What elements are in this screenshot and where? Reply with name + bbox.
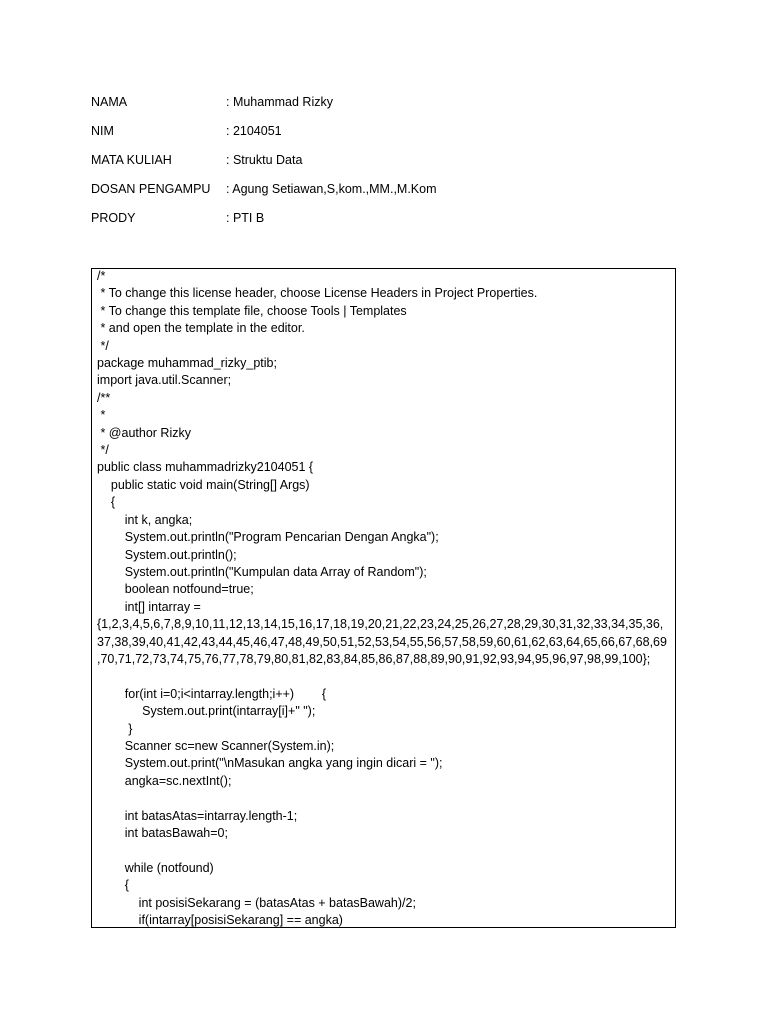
code-line: if(intarray[posisiSekarang] == angka) (97, 913, 343, 928)
code-line: System.out.print(intarray[i]+" "); (97, 704, 316, 719)
code-line: * and open the template in the editor. (97, 321, 305, 336)
code-line: package muhammad_rizky_ptib; (97, 356, 277, 371)
code-listing (92, 268, 675, 928)
code-line: ,70,71,72,73,74,75,76,77,78,79,80,81,82,83,84,85,86,87,88,89,90,91,92,93,94,95,96,97,98,99,100}; (97, 651, 651, 666)
code-line: {1,2,3,4,5,6,7,8,9,10,11,12,13,14,15,16,17,18,19,20,21,22,23,24,25,26,27,28,29,30,31,32,33,34,35,36, (97, 617, 664, 632)
code-line: int batasAtas=intarray.length-1; (97, 808, 298, 823)
code-line: { (97, 878, 129, 893)
code-line: /** (97, 390, 111, 405)
code-line (97, 668, 675, 685)
code-line: int posisiSekarang = (batasAtas + batasBawah)/2; (97, 895, 416, 910)
code-line: public class muhammadrizky2104051 { (97, 460, 314, 475)
code-line: int batasBawah=0; (97, 826, 228, 840)
code-line: * To change this license header, choose License Headers in Project Properties. (97, 286, 538, 301)
code-line (97, 790, 675, 807)
code-line (97, 842, 675, 859)
code-line: boolean notfound=true; (97, 582, 254, 597)
code-line: int k, angka; (97, 512, 193, 527)
code-line: */ (97, 443, 109, 458)
code-line: * To change this template file, choose Tools | Templates (97, 303, 407, 318)
code-line: System.out.println(); (97, 547, 237, 562)
info-label: MATA KULIAH (91, 153, 172, 167)
code-box (91, 268, 676, 928)
info-label: NIM (91, 124, 114, 138)
code-line: * @author Rizky (97, 425, 191, 440)
code-line: System.out.println("Kumpulan data Array of Random"); (97, 564, 427, 579)
code-line: Scanner sc=new Scanner(System.in); (97, 738, 335, 753)
code-line: angka=sc.nextInt(); (97, 773, 232, 788)
code-line: System.out.print("\nMasukan angka yang ingin dicari = "); (97, 756, 443, 771)
info-value: : 2104051 (226, 124, 282, 138)
code-line: } (97, 721, 133, 736)
code-line: public static void main(String[] Args) (97, 477, 310, 492)
code-line: while (notfound) (97, 860, 214, 875)
info-label: NAMA (91, 95, 128, 109)
code-line: { (97, 495, 116, 510)
info-label: DOSAN PENGAMPU (91, 182, 211, 196)
info-value: : Agung Setiawan,S,kom.,MM.,M.Kom (226, 182, 437, 196)
code-line: * (97, 408, 106, 423)
code-line: /* (97, 269, 106, 283)
info-value: : Struktu Data (226, 153, 303, 167)
code-line: int[] intarray = (97, 599, 201, 614)
info-value: : PTI B (226, 211, 265, 225)
code-line: */ (97, 338, 109, 353)
code-line: 37,38,39,40,41,42,43,44,45,46,47,48,49,50,51,52,53,54,55,56,57,58,59,60,61,62,63,64,65,66,67,68,69 (97, 634, 667, 649)
code-line: System.out.println("Program Pencarian Dengan Angka"); (97, 530, 439, 545)
code-line: import java.util.Scanner; (97, 373, 232, 388)
code-line: for(int i=0;i<intarray.length;i++) { (97, 686, 327, 701)
info-value: : Muhammad Rizky (226, 95, 333, 109)
info-label: PRODY (91, 211, 136, 225)
